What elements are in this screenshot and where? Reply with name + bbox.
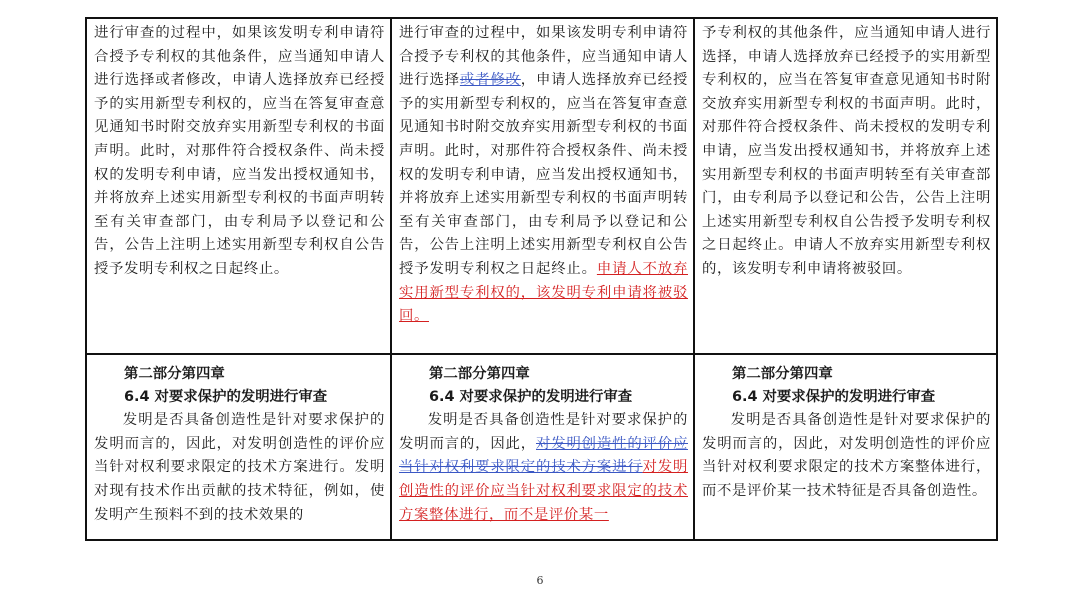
added-text: 申请人不放弃实用新型专利权的，该发明专利申请将被驳回。	[399, 260, 688, 325]
section-heading: 6.4 对要求保护的发明进行审查	[732, 388, 936, 405]
original-text-cell	[86, 18, 391, 354]
table-row	[86, 18, 997, 354]
revision-marked-cell	[391, 18, 694, 354]
original-paragraph: 进行审查的过程中，如果该发明专利申请符合授予专利权的其他条件，应当通知申请人进行选择或者修改，申请人选择放弃已经授予的实用新型专利权的，应当在答复审查意见通知书时附交放弃实用新型专利权的书面声明。此时，对那件符合授权条件、尚未授权的发明专利申请，应当发出授权通知书，并将放弃上述实用新型专利权的书面声明转至有关审查部门，由专利局予以登记和公告，公告上注明上述实用新型专利权自公告授予发明专利权之日起终止。	[94, 25, 385, 277]
revision-paragraph	[399, 19, 688, 329]
section-heading: 6.4 对要求保护的发明进行审查	[429, 388, 633, 405]
revised-paragraph: 予专利权的其他条件，应当通知申请人进行选择，申请人选择放弃已经授予的实用新型专利权的，应当在答复审查意见通知书时附交放弃实用新型专利权的书面声明。此时，对那件符合授权条件、尚未授权的发明专利申请，应当发出授权通知书，并将放弃上述实用新型专利权的书面声明转至有关审查部门，由专利局予以登记和公告，公告上注明上述实用新型专利权自公告授予发明专利权之日起终止。申请人不放弃实用新型专利权的，该发明专利申请将被驳回。	[702, 25, 991, 277]
added-text: 对发明创造性的评价应当针对权利要求限定的技术方案整体进行，而不是评价某一	[399, 459, 688, 523]
revised-text-cell	[694, 354, 997, 540]
unchanged-text: 进行审查的过程中，如果该发明专利申请符合授予专利权的其他条件，应当通知申请人进行选择	[399, 25, 688, 89]
deleted-text: 或者修改	[459, 72, 521, 89]
revised-paragraph: 发明是否具备创造性是针对要求保护的发明而言的，因此，对发明创造性的评价应当针对权利要求限定的技术方案整体进行，而不是评价某一技术特征是否具备创造性。	[702, 412, 991, 499]
unchanged-text: 发明是否具备创造性是针对要求保护的发明而言的，因此，	[399, 412, 688, 452]
chapter-heading: 第二部分第四章	[429, 365, 530, 382]
table-row	[86, 354, 997, 540]
comparison-table	[85, 17, 998, 541]
chapter-heading: 第二部分第四章	[732, 365, 833, 382]
revision-marked-cell	[391, 354, 694, 540]
revised-text-cell	[694, 18, 997, 354]
original-text-cell	[86, 354, 391, 540]
original-paragraph: 发明是否具备创造性是针对要求保护的发明而言的，因此，对发明创造性的评价应当针对权利要求限定的技术方案进行。发明对现有技术作出贡献的技术特征，例如，使发明产生预料不到的技术效果的	[94, 412, 385, 523]
chapter-heading: 第二部分第四章	[124, 365, 225, 382]
revision-paragraph	[399, 409, 688, 527]
deleted-text: 对发明创造性的评价应当针对权利要求限定的技术方案进行	[399, 435, 688, 476]
unchanged-text: ，申请人选择放弃已经授予的实用新型专利权的，应当在答复审查意见通知书时附交放弃实用新型专利权的书面声明。此时，对那件符合授权条件、尚未授权的发明专利申请，应当发出授权通知书，并将放弃上述实用新型专利权的书面声明转至有关审查部门，由专利局予以登记和公告，公告上注明上述实用新型专利权自公告授予发明专利权之日起终止。	[399, 72, 688, 277]
section-heading: 6.4 对要求保护的发明进行审查	[124, 388, 328, 405]
page-number: 6	[536, 574, 544, 587]
